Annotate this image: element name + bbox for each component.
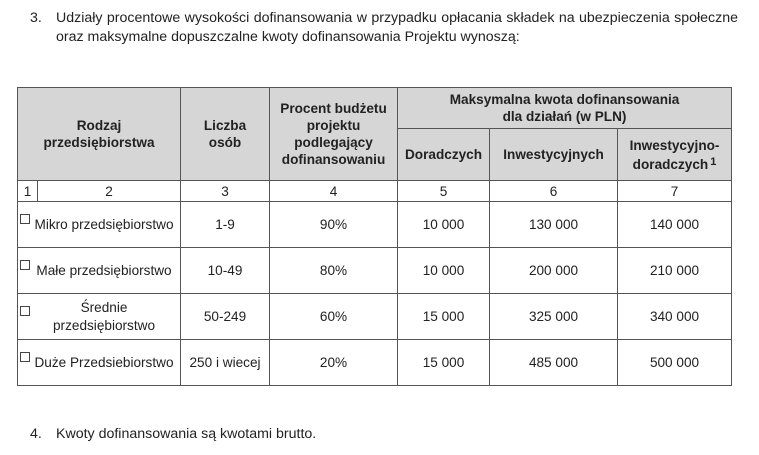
section-3-number: 3. [30,10,42,26]
section-3-paragraph [30,9,740,49]
table-row [18,294,732,340]
column-number: 2 [38,181,181,202]
investment-cell: 485 000 [490,340,618,386]
enterprise-name: Małe przedsiębiorstwo [36,262,172,278]
header-percent: Procent budżetu projektu podlegający dofinansowaniu [270,88,398,181]
funding-table [17,87,732,386]
percent-cell: 90% [270,202,398,248]
enterprise-checkbox[interactable] [20,214,30,224]
header-persons: Liczba osób [181,88,270,181]
section-4-paragraph [30,425,740,445]
section-3-text: Udziały procentowe wysokości dofinansowania w przypadku opłacania składek na ubezpieczenia społeczne oraz maksymalne dopuszczalne kwoty dofinansowania Projektu wynoszą: [56,10,738,45]
enterprise-name: Średnie przedsiębiorstwo [53,299,155,333]
header-inv-adv-label: Inwestycyjno-doradczych [629,137,720,172]
enterprise-type-cell [18,202,181,248]
column-number: 4 [270,181,398,202]
header-inv-adv [618,129,732,181]
column-number: 1 [18,181,38,202]
column-number: 7 [618,181,732,202]
enterprise-checkbox[interactable] [20,352,30,362]
table-row [18,202,732,248]
advisory-cell: 10 000 [398,248,490,294]
enterprise-type-cell [18,248,181,294]
persons-cell: 1-9 [181,202,270,248]
inv-adv-cell: 140 000 [618,202,732,248]
percent-cell: 20% [270,340,398,386]
advisory-cell: 15 000 [398,340,490,386]
inv-adv-cell: 210 000 [618,248,732,294]
column-number-row [18,181,732,202]
investment-cell: 325 000 [490,294,618,340]
header-type: Rodzaj przedsiębiorstwa [18,88,181,181]
advisory-cell: 10 000 [398,202,490,248]
column-number: 3 [181,181,270,202]
footnote-marker: 1 [710,155,717,168]
persons-cell: 50-249 [181,294,270,340]
enterprise-type-cell [18,340,181,386]
enterprise-checkbox[interactable] [20,260,30,270]
persons-cell: 10-49 [181,248,270,294]
table-row [18,340,732,386]
investment-cell: 200 000 [490,248,618,294]
percent-cell: 80% [270,248,398,294]
header-max-amount: Maksymalna kwota dofinansowania dla działań (w PLN) [398,88,732,129]
persons-cell: 250 i wiecej [181,340,270,386]
section-4-text: Kwoty dofinansowania są kwotami brutto. [56,426,317,442]
inv-adv-cell: 340 000 [618,294,732,340]
section-4-number: 4. [30,426,42,442]
table-row [18,248,732,294]
advisory-cell: 15 000 [398,294,490,340]
enterprise-name: Duże Przedsiebiorstwo [34,354,174,370]
percent-cell: 60% [270,294,398,340]
inv-adv-cell: 500 000 [618,340,732,386]
header-row-top [18,88,732,129]
investment-cell: 130 000 [490,202,618,248]
column-number: 5 [398,181,490,202]
enterprise-type-cell [18,294,181,340]
column-number: 6 [490,181,618,202]
enterprise-checkbox[interactable] [20,306,30,316]
enterprise-name: Mikro przedsiębiorstwo [34,216,174,232]
header-advisory: Doradczych [398,129,490,181]
header-investment: Inwestycyjnych [490,129,618,181]
